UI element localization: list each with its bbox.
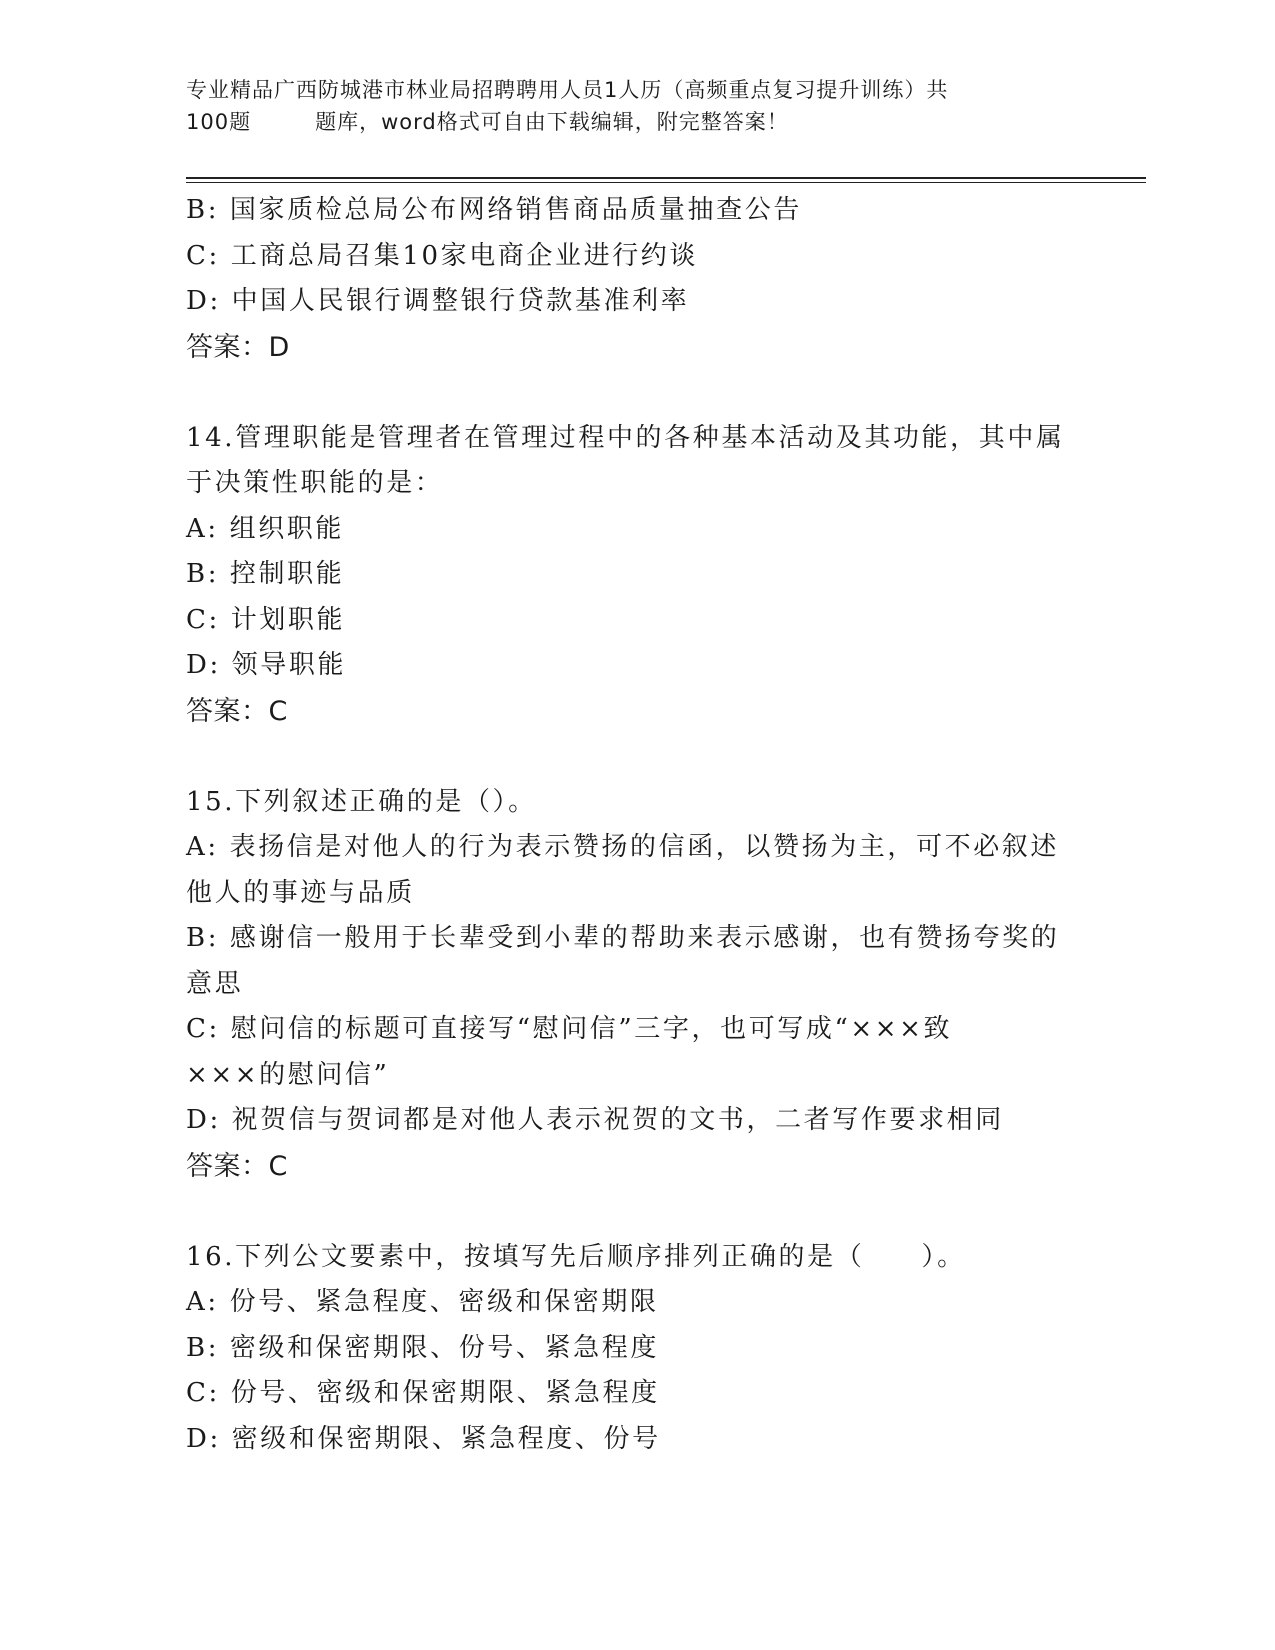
question-content — [186, 188, 1086, 1462]
q14-option-a: A: 组织职能 — [186, 513, 345, 544]
q14-option-c: C: 计划职能 — [186, 604, 346, 635]
question-14 — [186, 416, 1086, 735]
q15-answer: 答案：C — [186, 1150, 288, 1182]
header-divider-thin — [186, 182, 1146, 183]
question-16 — [186, 1235, 1086, 1463]
q15-option-c-line2: ×××的慰问信” — [186, 1059, 390, 1090]
q14-stem-line1: 14.管理职能是管理者在管理过程中的各种基本活动及其功能，其中属 — [186, 422, 1065, 453]
q13-option-b: B: 国家质检总局公布网络销售商品质量抽查公告 — [186, 195, 802, 225]
header-question-count: 100题 — [186, 110, 252, 134]
q15-option-b-line2: 意思 — [186, 968, 244, 999]
q14-answer: 答案：C — [186, 695, 288, 727]
q16-option-a: A: 份号、紧急程度、密级和保密期限 — [186, 1287, 659, 1317]
q14-option-b: B: 控制职能 — [186, 559, 345, 589]
question-15 — [186, 780, 1086, 1190]
q13-option-c: C: 工商总局召集10家电商企业进行约谈 — [186, 240, 699, 271]
question-13-tail — [186, 188, 1086, 370]
q14-option-d: D: 领导职能 — [186, 650, 347, 680]
header-divider-thick — [186, 177, 1146, 179]
q15-option-c-line1: C: 慰问信的标题可直接写“慰问信”三字，也可写成“×××致 — [186, 1014, 953, 1044]
q16-option-b: B: 密级和保密期限、份号、紧急程度 — [186, 1332, 659, 1363]
q15-option-d: D: 祝贺信与贺词都是对他人表示祝贺的文书，二者写作要求相同 — [186, 1105, 1004, 1135]
q15-option-b-line1: B: 感谢信一般用于长辈受到小辈的帮助来表示感谢，也有赞扬夸奖的 — [186, 923, 1060, 953]
question-gap — [186, 370, 1086, 416]
q16-stem: 16.下列公文要素中，按填写先后顺序排列正确的是（ ）。 — [186, 1241, 966, 1272]
question-gap — [186, 1189, 1086, 1235]
q13-answer: 答案：D — [186, 331, 290, 363]
q15-option-a-line1: A: 表扬信是对他人的行为表示赞扬的信函，以赞扬为主，可不必叙述 — [186, 832, 1060, 862]
q16-option-d: D: 密级和保密期限、紧急程度、份号 — [186, 1423, 661, 1454]
header-title-suffix: 题库，word格式可自由下载编辑，附完整答案！ — [315, 110, 789, 134]
q14-stem-line2: 于决策性职能的是： — [186, 468, 444, 498]
header-title-line1: 专业精品广西防城港市林业局招聘聘用人员1人历（高频重点复习提升训练）共 — [186, 78, 949, 102]
q15-option-a-line2: 他人的事迹与品质 — [186, 877, 415, 908]
q16-option-c: C: 份号、密级和保密期限、紧急程度 — [186, 1378, 660, 1408]
document-header — [186, 74, 1086, 138]
header-title-line2 — [186, 106, 1086, 138]
q13-option-d: D: 中国人民银行调整银行贷款基准利率 — [186, 286, 690, 316]
question-gap — [186, 734, 1086, 780]
q15-stem: 15.下列叙述正确的是（）。 — [186, 786, 537, 817]
